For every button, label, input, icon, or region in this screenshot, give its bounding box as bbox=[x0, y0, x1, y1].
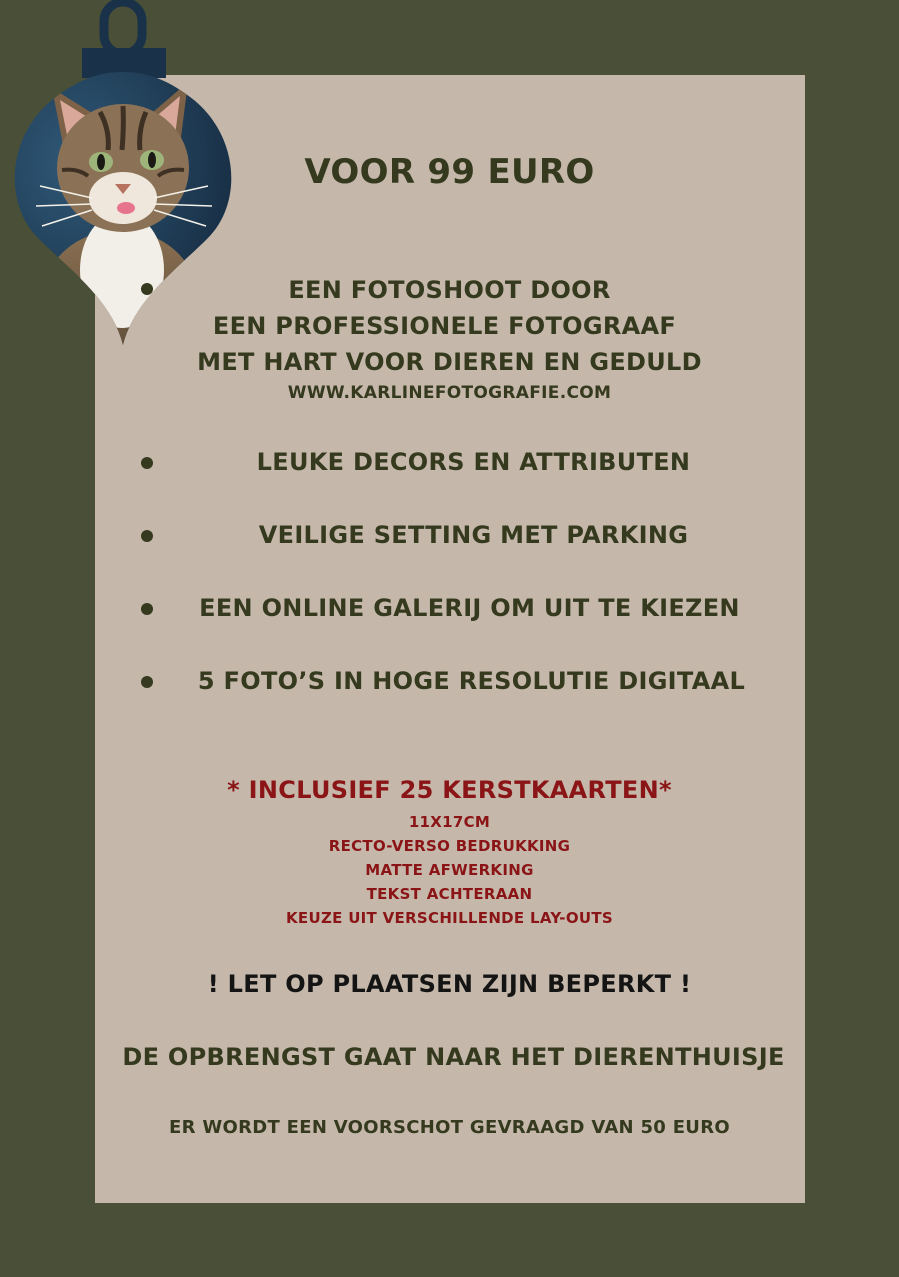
intro-line-2: EEN PROFESSIONELE FOTOGRAAF bbox=[212, 312, 677, 340]
cards-offer-title: * INCLUSIEF 25 KERSTKAARTEN* bbox=[227, 776, 672, 804]
headline: VOOR 99 EURO bbox=[304, 152, 595, 192]
feature-item-2: VEILIGE SETTING MET PARKING bbox=[258, 521, 689, 549]
intro-line-3: MET HART VOOR DIEREN EN GEDULD bbox=[197, 348, 702, 376]
cards-offer-detail-5: KEUZE UIT VERSCHILLENDE LAY-OUTS bbox=[286, 909, 613, 927]
website-link[interactable]: WWW.KARLINEFOTOGRAFIE.COM bbox=[287, 383, 612, 403]
cards-offer-detail-3: MATTE AFWERKING bbox=[365, 861, 534, 879]
cards-offer-detail-4: TEKST ACHTERAAN bbox=[366, 885, 533, 903]
cards-offer-detail-2: RECTO-VERSO BEDRUKKING bbox=[328, 837, 571, 855]
feature-item-4: 5 FOTO’S IN HOGE RESOLUTIE DIGITAAL bbox=[197, 667, 746, 695]
charity-text: DE OPBRENGST GAAT NAAR HET DIERENTHUISJE bbox=[122, 1043, 785, 1071]
feature-item-3: EEN ONLINE GALERIJ OM UIT TE KIEZEN bbox=[199, 594, 740, 622]
cards-offer-detail-1: 11X17CM bbox=[408, 813, 491, 831]
warning-text: ! LET OP PLAATSEN ZIJN BEPERKT ! bbox=[207, 970, 692, 998]
intro-line-1: EEN FOTOSHOOT DOOR bbox=[288, 276, 611, 304]
feature-item-1: LEUKE DECORS EN ATTRIBUTEN bbox=[256, 448, 691, 476]
deposit-text: ER WORDT EEN VOORSCHOT GEVRAAGD VAN 50 EURO bbox=[169, 1117, 730, 1138]
